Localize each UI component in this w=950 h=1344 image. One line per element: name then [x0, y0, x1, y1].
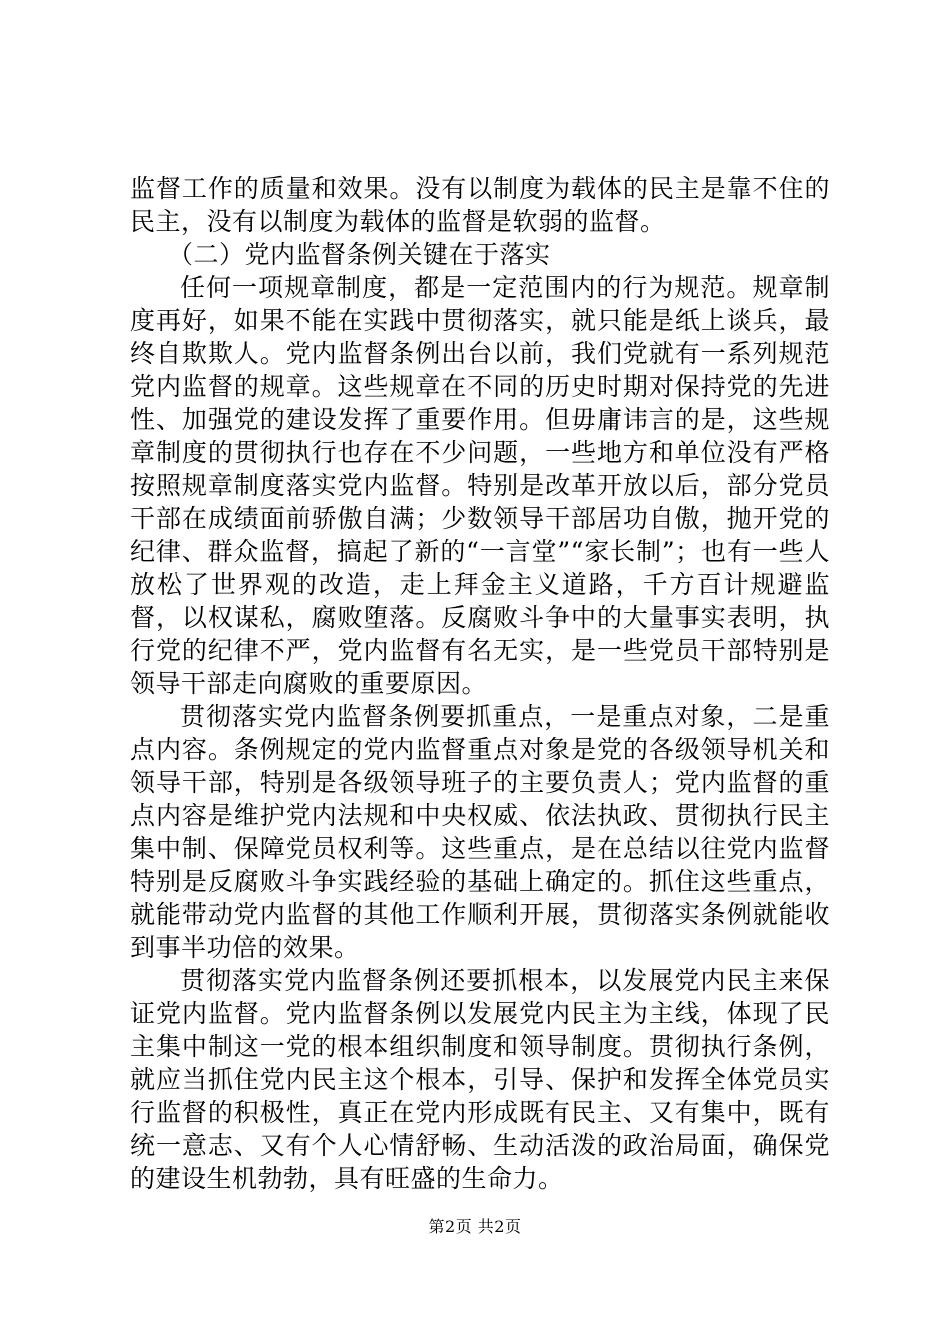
paragraph-continuation: 监督工作的质量和效果。没有以制度为载体的民主是靠不住的民主，没有以制度为载体的监督是软弱的监督。 [130, 174, 830, 236]
section-heading: （二）党内监督条例关键在于落实 [168, 240, 551, 269]
paragraph-key-points: 贯彻落实党内监督条例要抓重点，一是重点对象，二是重点内容。条例规定的党内监督重点对象是党的各级领导机关和领导干部，特别是各级领导班子的主要负责人；党内监督的重点内容是维护党内法规和中央权威、依法执政、贯彻执行民主集中制、保障党员权利等。这些重点，是在总结以往党内监督特别是反腐败斗争实践经验的基础上确定的。抓住这些重点，就能带动党内监督的其他工作顺利开展，贯彻落实条例就能收到事半功倍的效果。 [130, 702, 830, 962]
page-number-footer: 第2页 共2页 [428, 1217, 522, 1236]
paragraph-implementation: 任何一项规章制度，都是一定范围内的行为规范。规章制度再好，如果不能在实践中贯彻落实，就只能是纸上谈兵，最终自欺欺人。党内监督条例出台以前，我们党就有一系列规范党内监督的规章。这些规章在不同的历史时期对保持党的先进性、加强党的建设发挥了重要作用。但毋庸讳言的是，这些规章制度的贯彻执行也存在不少问题，一些地方和单位没有严格按照规章制度落实党内监督。特别是改革开放以后，部分党员干部在成绩面前骄傲自满；少数领导干部居功自傲，抛开党的纪律、群众监督，搞起了新的“一言堂”“家长制”；也有一些人放松了世界观的改造，走上拜金主义道路，千方百计规避监督，以权谋私，腐败堕落。反腐败斗争中的大量事实表明，执行党的纪律不严，党内监督有名无实，是一些党员干部特别是领导干部走向腐败的重要原因。 [130, 273, 830, 698]
document-body [130, 172, 830, 1195]
paragraph-fundamentals: 贯彻落实党内监督条例还要抓根本，以发展党内民主来保证党内监督。党内监督条例以发展党内民主为主线，体现了民主集中制这一党的根本组织制度和领导制度。贯彻执行条例，就应当抓住党内民主这个根本，引导、保护和发挥全体党员实行监督的积极性，真正在党内形成既有民主、又有集中，既有统一意志、又有个人心情舒畅、生动活泼的政治局面，确保党的建设生机勃勃，具有旺盛的生命力。 [130, 966, 830, 1193]
